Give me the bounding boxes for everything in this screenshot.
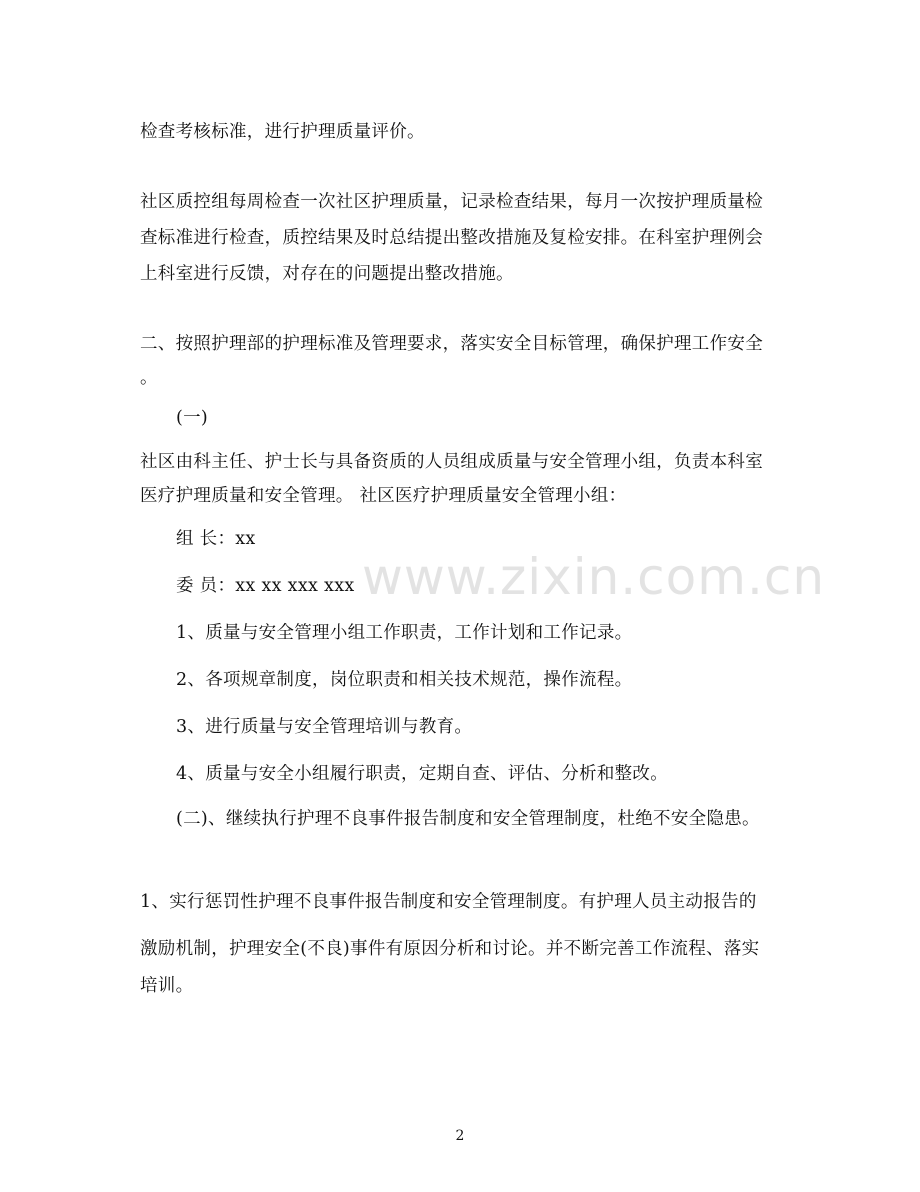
text-line: 检查考核标准，进行护理质量评价。: [140, 122, 425, 142]
text-line: 培训。: [140, 976, 194, 996]
text-line: 激励机制，护理安全(不良)事件有原因分析和讨论。并不断完善工作流程、落实: [140, 939, 760, 959]
list-item: 委 员：xx xx xxx xxx: [176, 576, 355, 596]
list-item: 3、进行质量与安全管理培训与教育。: [176, 717, 473, 737]
subsection-heading: (一): [176, 408, 209, 428]
list-item: 组 长：xx: [176, 529, 256, 549]
text-line: 社区质控组每周检查一次社区护理质量，记录检查结果，每月一次按护理质量检: [140, 192, 763, 212]
text-line: 上科室进行反馈，对存在的问题提出整改措施。: [140, 264, 514, 284]
text-line: 。: [140, 368, 158, 388]
watermark: www.zixin.com.cn: [362, 548, 826, 606]
list-item: 2、各项规章制度，岗位职责和相关技术规范，操作流程。: [176, 670, 633, 690]
section-heading: 二、按照护理部的护理标准及管理要求，落实安全目标管理，确保护理工作安全: [140, 334, 763, 354]
page-number: 2: [455, 1128, 465, 1144]
text-line: 医疗护理质量和安全管理。 社区医疗护理质量安全管理小组：: [140, 486, 627, 506]
subsection-heading: (二)、继续执行护理不良事件报告制度和安全管理制度，杜绝不安全隐患。: [176, 809, 760, 829]
text-line: 查标准进行检查，质控结果及时总结提出整改措施及复检安排。在科室护理例会: [140, 228, 763, 248]
list-item: 4、质量与安全小组履行职责，定期自查、评估、分析和整改。: [176, 764, 669, 784]
text-line: 1、实行惩罚性护理不良事件报告制度和安全管理制度。有护理人员主动报告的: [140, 892, 757, 912]
text-line: 社区由科主任、护士长与具备资质的人员组成质量与安全管理小组，负责本科室: [140, 452, 763, 472]
list-item: 1、质量与安全管理小组工作职责，工作计划和工作记录。: [176, 623, 633, 643]
